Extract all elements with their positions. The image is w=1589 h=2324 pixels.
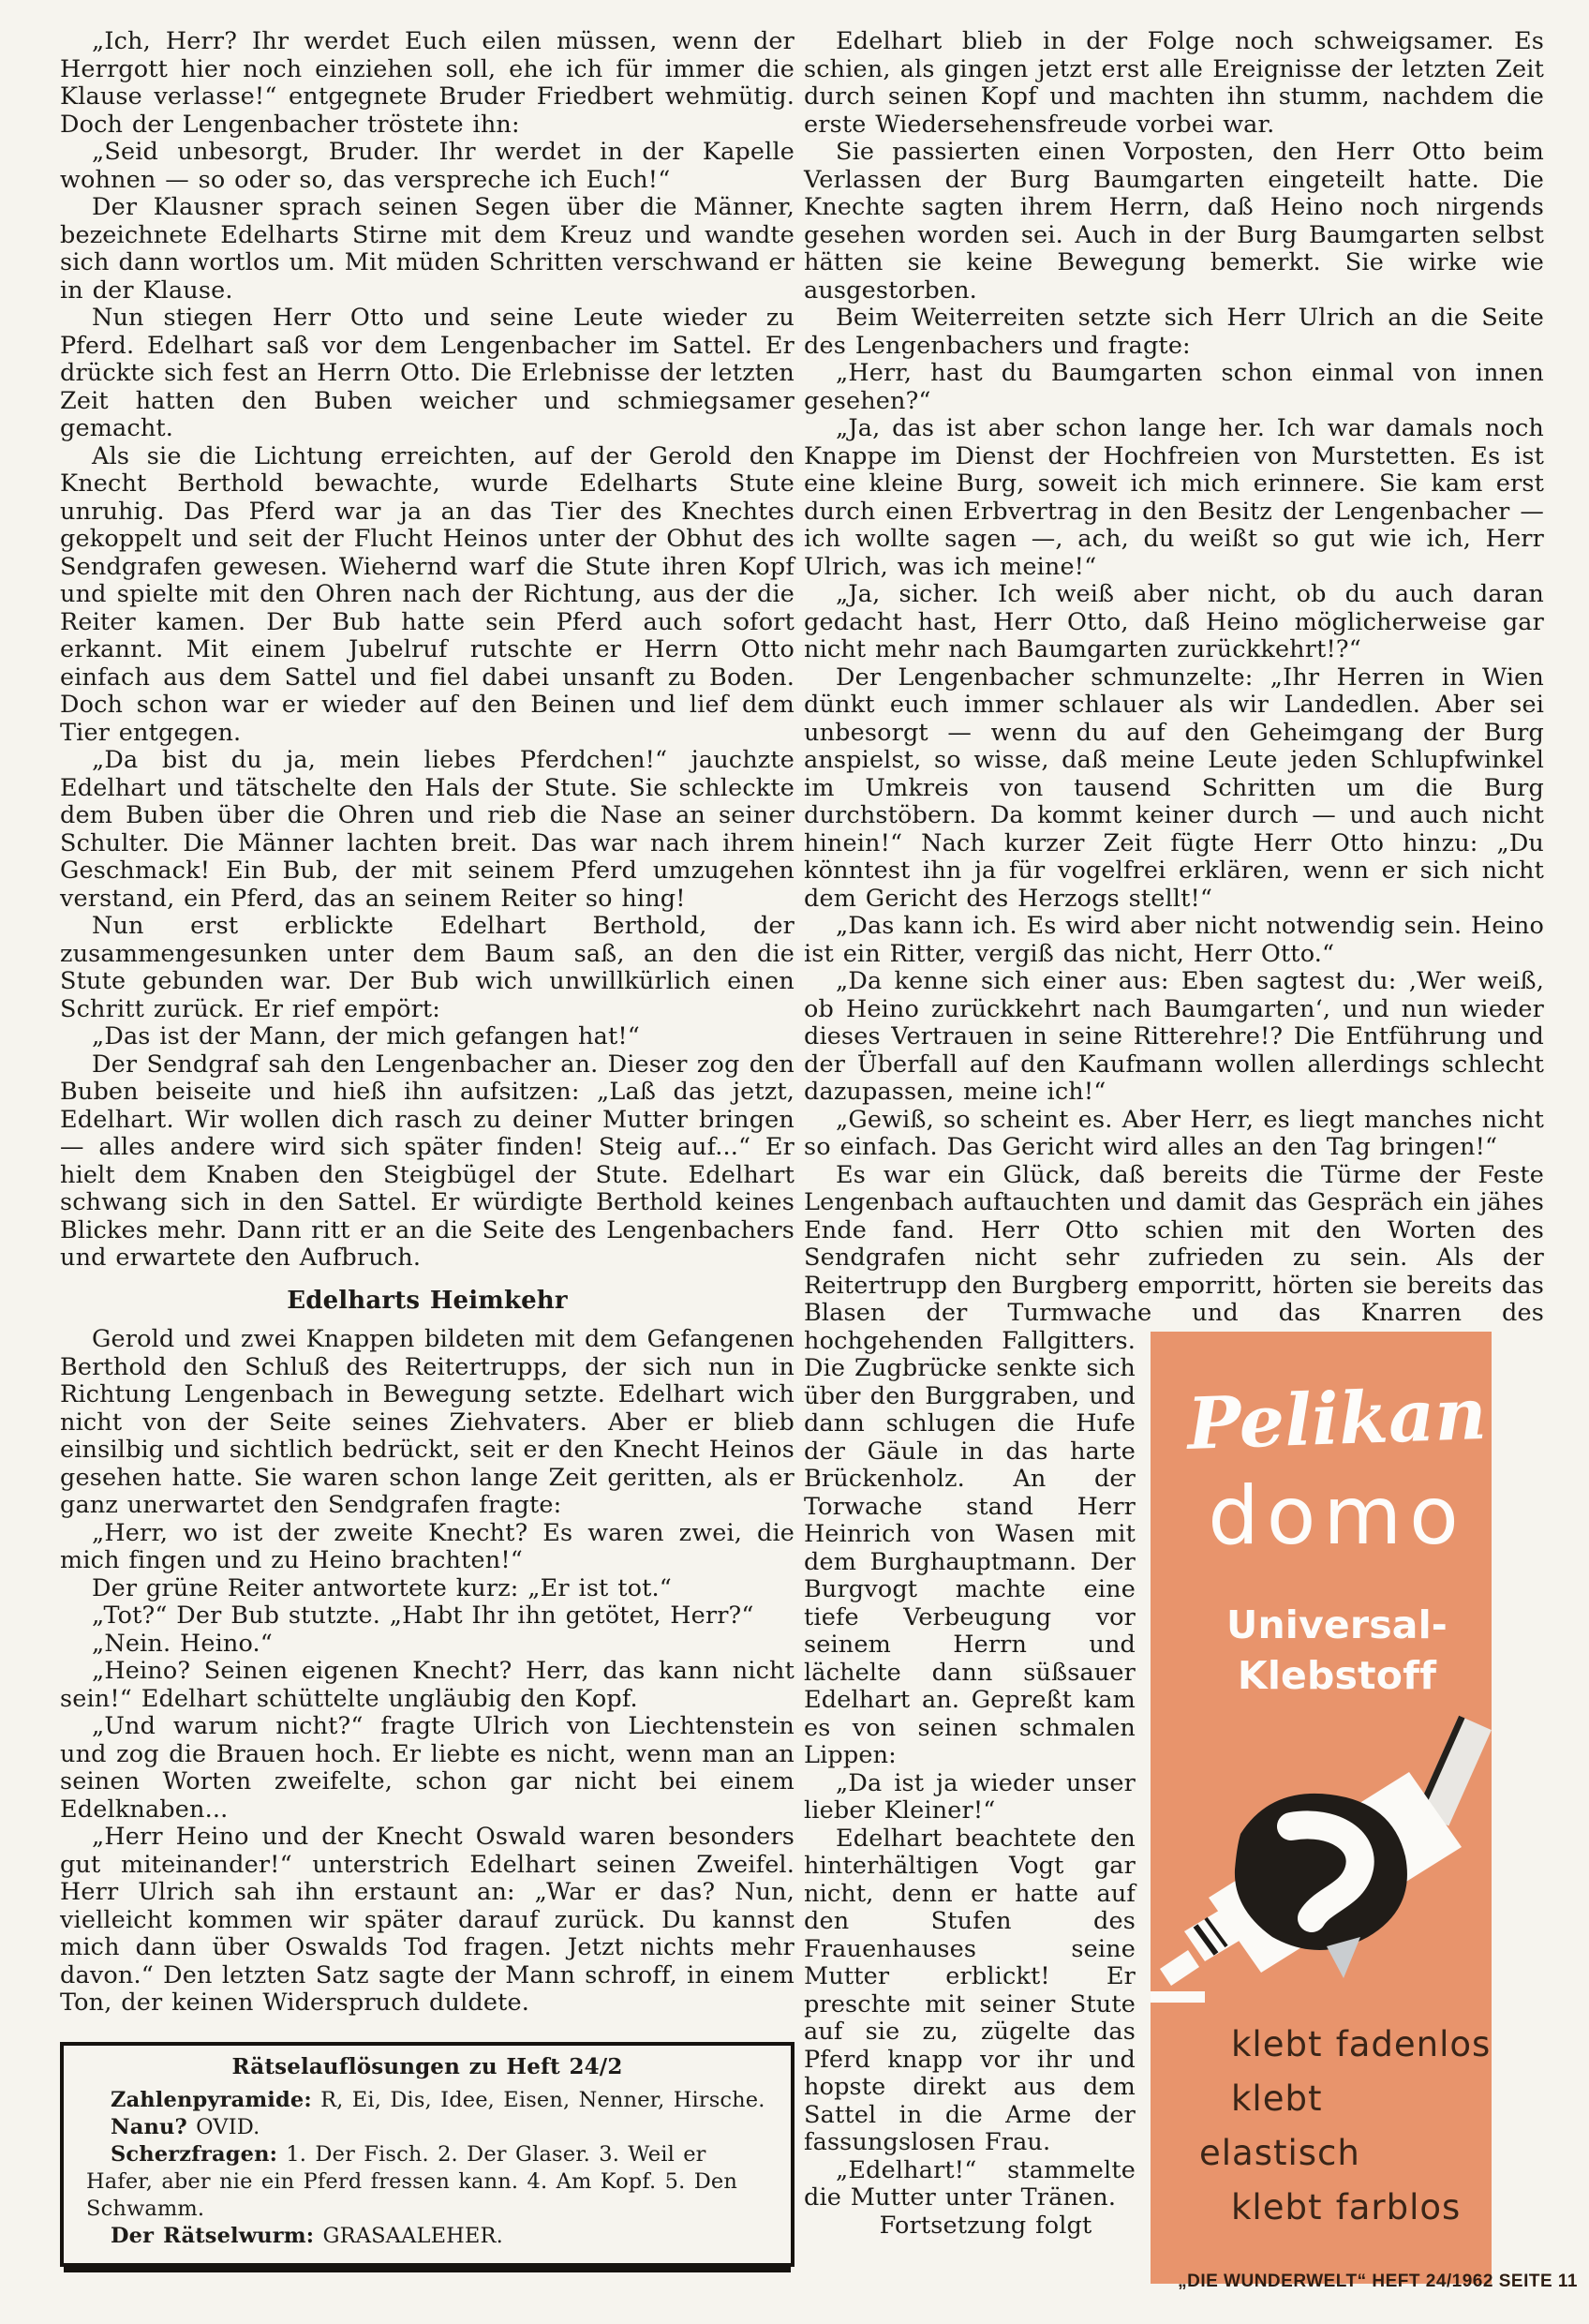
ad-subtitle-line: Klebstoff [1237,1652,1437,1698]
page-footer: „DIE WUNDERWELT“ HEFT 24/1962 SEITE 11 [1178,2272,1578,2291]
paragraph: „Tot?“ Der Bub stutzte. „Habt Ihr ihn getötet, Herr?“ [92,1601,754,1630]
paragraph: „Und warum nicht?“ fragte Ulrich von Liechtenstein und zog die Brauen hoch. Er liebte es nicht, wenn man an seinen Worten zweifelte, schon gar nicht bei einem Edelknaben... [60,1712,794,1824]
puzzle-entry-label: Zahlenpyramide: [111,2087,312,2112]
ad-claim: klebt farblos [1231,2186,1462,2227]
glue-tube-hand-illustration [1151,1714,1492,2004]
ad-subtitle-line: Universal- [1226,1601,1448,1647]
paragraph: „Da bist du ja, mein liebes Pferdchen!“ jauchzte Edelhart und tätschelte den Hals der Stute. Sie schleckte dem Buben über die Ohren und rieb die Nase an seiner Schulter. Die Männer lachten breit. Das war nach ihrem Geschmack! Ein Bub, der mit seinem Pferd umzugehen verstand, ein Pferd, das an seinem Reiter so hing! [60,746,794,913]
paragraph-text: Fallgitters. Die Zugbrücke senkte sich über den Burggraben, und dann schlugen die Hufe der Gäule in das harte Brückenholz. An der Torwache stand Herr Heinrich von Wasen mit dem Burghauptmann. Der Burgvogt machte eine tiefe Verbeugung vor seinem Herrn und lächelte dann süßsauer Edelhart an. Gepreßt kam es von seinen schmalen Lippen: [804,1326,1136,1769]
ad-claim: klebt fadenlos [1231,2023,1492,2064]
continuation-note: Fortsetzung folgt [879,2211,1092,2240]
paragraph: Edelhart blieb in der Folge noch schweigsamer. Es schien, als gingen jetzt erst alle Ereignisse der letzten Zeit durch seinen Kopf und machten ihn stumm, nachdem die erste Wiedersehensfreude vorbei war. [804,27,1544,139]
paragraph: „Herr, hast du Baumgarten schon einmal von innen gesehen?“ [804,359,1544,415]
paragraph: Nun stiegen Herr Otto und seine Leute wieder zu Pferd. Edelhart saß vor dem Lengenbacher im Sattel. Er drückte sich fest an Herrn Otto. Die Erlebnisse der letzten Zeit hatten den Buben weicher und schmiegsamer gemacht. [60,304,794,442]
paragraph: „Ich, Herr? Ihr werdet Euch eilen müssen, wenn der Herrgott hier noch einziehen soll, ehe ich für immer die Klause verlasse!“ entgegnete Bruder Friedbert wehmütig. Doch der Lengenbacher tröstete ihn: [60,27,794,139]
paragraph: „Edelhart!“ stammelte die Mutter unter Tränen. [804,2155,1136,2212]
paragraph: „Seid unbesorgt, Bruder. Ihr werdet in der Kapelle wohnen — so oder so, das verspreche ich Euch!“ [60,138,794,194]
puzzle-entry [86,2223,768,2250]
puzzle-entry [86,2114,768,2141]
paragraph: „Ja, das ist aber schon lange her. Ich war damals noch Knappe im Dienst der Hochfreien von Murstetten. Es ist eine kleine Burg, soweit ich mich erinnere. Sie kam erst durch einen Erbvertrag in den Besitz der Lengenbacher — ich wollte sagen —, ach, du weißt so gut wie ich, Herr Ulrich, was ich meine!“ [804,414,1544,581]
paragraph: Der Sendgraf sah den Lengenbacher an. Dieser zog den Buben beiseite und hieß ihn aufsitzen: „Laß das jetzt, Edelhart. Wir wollen dich rasch zu deiner Mutter bringen — alles andere wird sich später finden! Steig auf...“ Er hielt dem Knaben den Steigbügel der Stute. Edelhart schwang sich in den Sattel. Er würdigte Berthold keines Blickes mehr. Dann ritt er an die Seite des Lengenbachers und erwartete den Aufbruch. [60,1050,794,1272]
puzzle-entry-text: 1. Der Fisch. 2. Der Glaser. 3. Weil er Hafer, aber nie ein Pferd fressen kann. 4. Am Kopf. 5. Den Schwamm. [86,2141,737,2221]
puzzle-entry [86,2141,768,2223]
ad-subtitle [1151,1600,1492,1701]
paragraph: Der Klausner sprach seinen Segen über die Männer, bezeichnete Edelharts Stirne mit dem Kreuz und wandte sich dann wortlos um. Mit müden Schritten verschwand er in der Klause. [60,193,794,305]
puzzle-entry-text: GRASAALEHER. [322,2223,503,2248]
ad-box [1151,1332,1492,2284]
paragraph: „Herr Heino und der Knecht Oswald waren besonders gut miteinander!“ unterstrich Edelhart seinen Zweifel. Herr Ulrich sah ihn erstaunt an: „War er das? Nun, vielleicht kommen wir später darauf zurück. Du kannst mich dann über Oswalds Tod fragen. Jetzt nichts mehr davon.“ Den letzten Satz sagte der Mann schroff, in einem Ton, der keinen Widerspruch duldete. [60,1823,794,2017]
paragraph: Der grüne Reiter antwortete kurz: „Er ist tot.“ [92,1573,672,1602]
domo-logo: domo [1208,1468,1466,1563]
puzzle-entry-label: Scherzfragen: [111,2141,278,2167]
paragraph: Sie passierten einen Vorposten, den Herr Otto beim Verlassen der Burg Baumgarten eingeteilt hatte. Die Knechte sagten ihrem Herrn, daß Heino noch nirgends gesehen worden sei. Auch in der Burg Baumgarten selbst hätten sie keine Bewegung bemerkt. Sie wirke wie ausgestorben. [804,138,1544,305]
paragraph: Als sie die Lichtung erreichten, auf der Gerold den Knecht Berthold bewachte, wurde Edelharts Stute unruhig. Das Pferd war ja an das Tier des Knechtes gekoppelt und seit der Flucht Heinos unter der Obhut des Sendgrafen gewesen. Wiehernd warf die Stute ihren Kopf und spielte mit den Ohren nach der Richtung, aus der die Reiter kamen. Der Bub hatte sein Pferd auch sofort erkannt. Mit einem Jubelruf rutschte er Herrn Otto einfach aus dem Sattel und fiel dabei unsanft zu Boden. Doch schon war er wieder auf den Beinen und lief dem Tier entgegen. [60,441,794,747]
paragraph: „Ja, sicher. Ich weiß aber nicht, ob du auch daran gedacht hast, Herr Otto, daß Heino möglicherweise gar nicht mehr nach Baumgarten zurückkehrt!?“ [804,580,1544,663]
ad-claim: klebt elastisch [1199,2078,1360,2173]
paragraph: „Gewiß, so scheint es. Aber Herr, es liegt manches nicht so einfach. Das Gericht wird alles an den Tag bringen!“ [804,1105,1544,1161]
puzzle-solutions-box [60,2042,794,2267]
paragraph: Gerold und zwei Knappen bildeten mit dem Gefangenen Berthold den Schluß des Reitertrupps, der sich nun in Richtung Lengenbach in Bewegung setzte. Edelhart wich nicht von der Seite seines Ziehvaters. Aber er blieb einsilbig und sichtlich bedrückt, seit er den Knecht Heinos gesehen hatte. Sie waren schon lange Zeit geritten, als er ganz unerwartet den Sendgrafen fragte: [60,1325,794,1519]
paragraph: Der Lengenbacher schmunzelte: „Ihr Herren in Wien dünkt euch immer schlauer als wir Landedlen. Aber sei unbesorgt — wenn du auf den Geheimgang der Burg anspielst, so wisse, daß meine Leute jeden Schlupfwinkel im Umkreis von tausend Schritten um die Burg durchstöbern. Da kommt keiner durch — und auch nicht hinein!“ Nach kurzer Zeit fügte Herr Otto hinzu: „Du könntest ihn ja für vogelfrei erklären, wenn er sich nicht dem Gericht des Herzogs stellt!“ [804,663,1544,913]
paragraph: Beim Weiterreiten setzte sich Herr Ulrich an die Seite des Lengenbachers und fragte: [804,304,1544,360]
pelikan-ad [1151,1332,1544,2284]
puzzle-entry-text: OVID. [196,2114,260,2139]
paragraph: Nun erst erblickte Edelhart Berthold, der zusammengesunken unter dem Baum saß, an den die Stute gebunden war. Der Bub wich unwillkürlich einen Schritt zurück. Er rief empört: [60,912,794,1023]
puzzle-entry [86,2087,768,2114]
paragraph: „Das kann ich. Es wird aber nicht notwendig sein. Heino ist ein Ritter, vergiß das nicht, Herr Otto.“ [804,912,1544,968]
paragraph: „Da ist ja wieder unser lieber Kleiner!“ [804,1768,1136,1825]
section-heading: Edelharts Heimkehr [287,1286,568,1315]
pelikan-logo: Pelikan [1185,1371,1489,1466]
paragraph: „Herr, wo ist der zweite Knecht? Es waren zwei, die mich fingen und zu Heino brachten!“ [60,1518,794,1574]
ad-claims [1199,2018,1492,2235]
paragraph: „Nein. Heino.“ [92,1629,273,1658]
paragraph-text: Es war ein Glück, daß bereits die Türme der Feste Lengenbach auftauchten und damit das Gespräch ein jähes Ende fand. Herr Otto schien mit den Worten des Sendgrafen nicht sehr zufrieden zu sein. Als der Reitertrupp den Burgberg emporritt, hörten sie bereits das Blasen der Turmwache und das Knarren des hochgehenden [804,1160,1544,1355]
puzzle-entry-label: Der Rätselwurm: [111,2223,315,2248]
paragraph: „Da kenne sich einer aus: Eben sagtest du: ‚Wer weiß, ob Heino zurückkehrt nach Baumgarten‘, und nun wieder dieses Vertrauen in seine Ritterehre!? Die Entführung und der Überfall auf den Kaufmann wollen allerdings schlecht dazupassen, meine ich!“ [804,967,1544,1106]
left-column [60,28,794,2267]
paragraph: „Das ist der Mann, der mich gefangen hat!“ [92,1022,640,1050]
paragraph: Edelhart beachtete den hinterhältigen Vogt gar nicht, denn er hatte auf den Stufen des Frauenhauses seine Mutter erblickt! Er preschte mit seiner Stute auf sie zu, zügelte das Pferd knapp vor ihr und hopste direkt aus dem Sattel in die Arme der fassungslosen Frau. [804,1824,1136,2156]
puzzle-entry-text: R, Ei, Dis, Idee, Eisen, Nenner, Hirsche. [320,2087,765,2112]
puzzle-box-title: Rätselauflösungen zu Heft 24/2 [231,2053,623,2079]
right-column [804,28,1544,2284]
paragraph: „Heino? Seinen eigenen Knecht? Herr, das kann nicht sein!“ Edelhart schüttelte ungläubig den Kopf. [60,1657,794,1713]
puzzle-entry-label: Nanu? [111,2114,187,2139]
